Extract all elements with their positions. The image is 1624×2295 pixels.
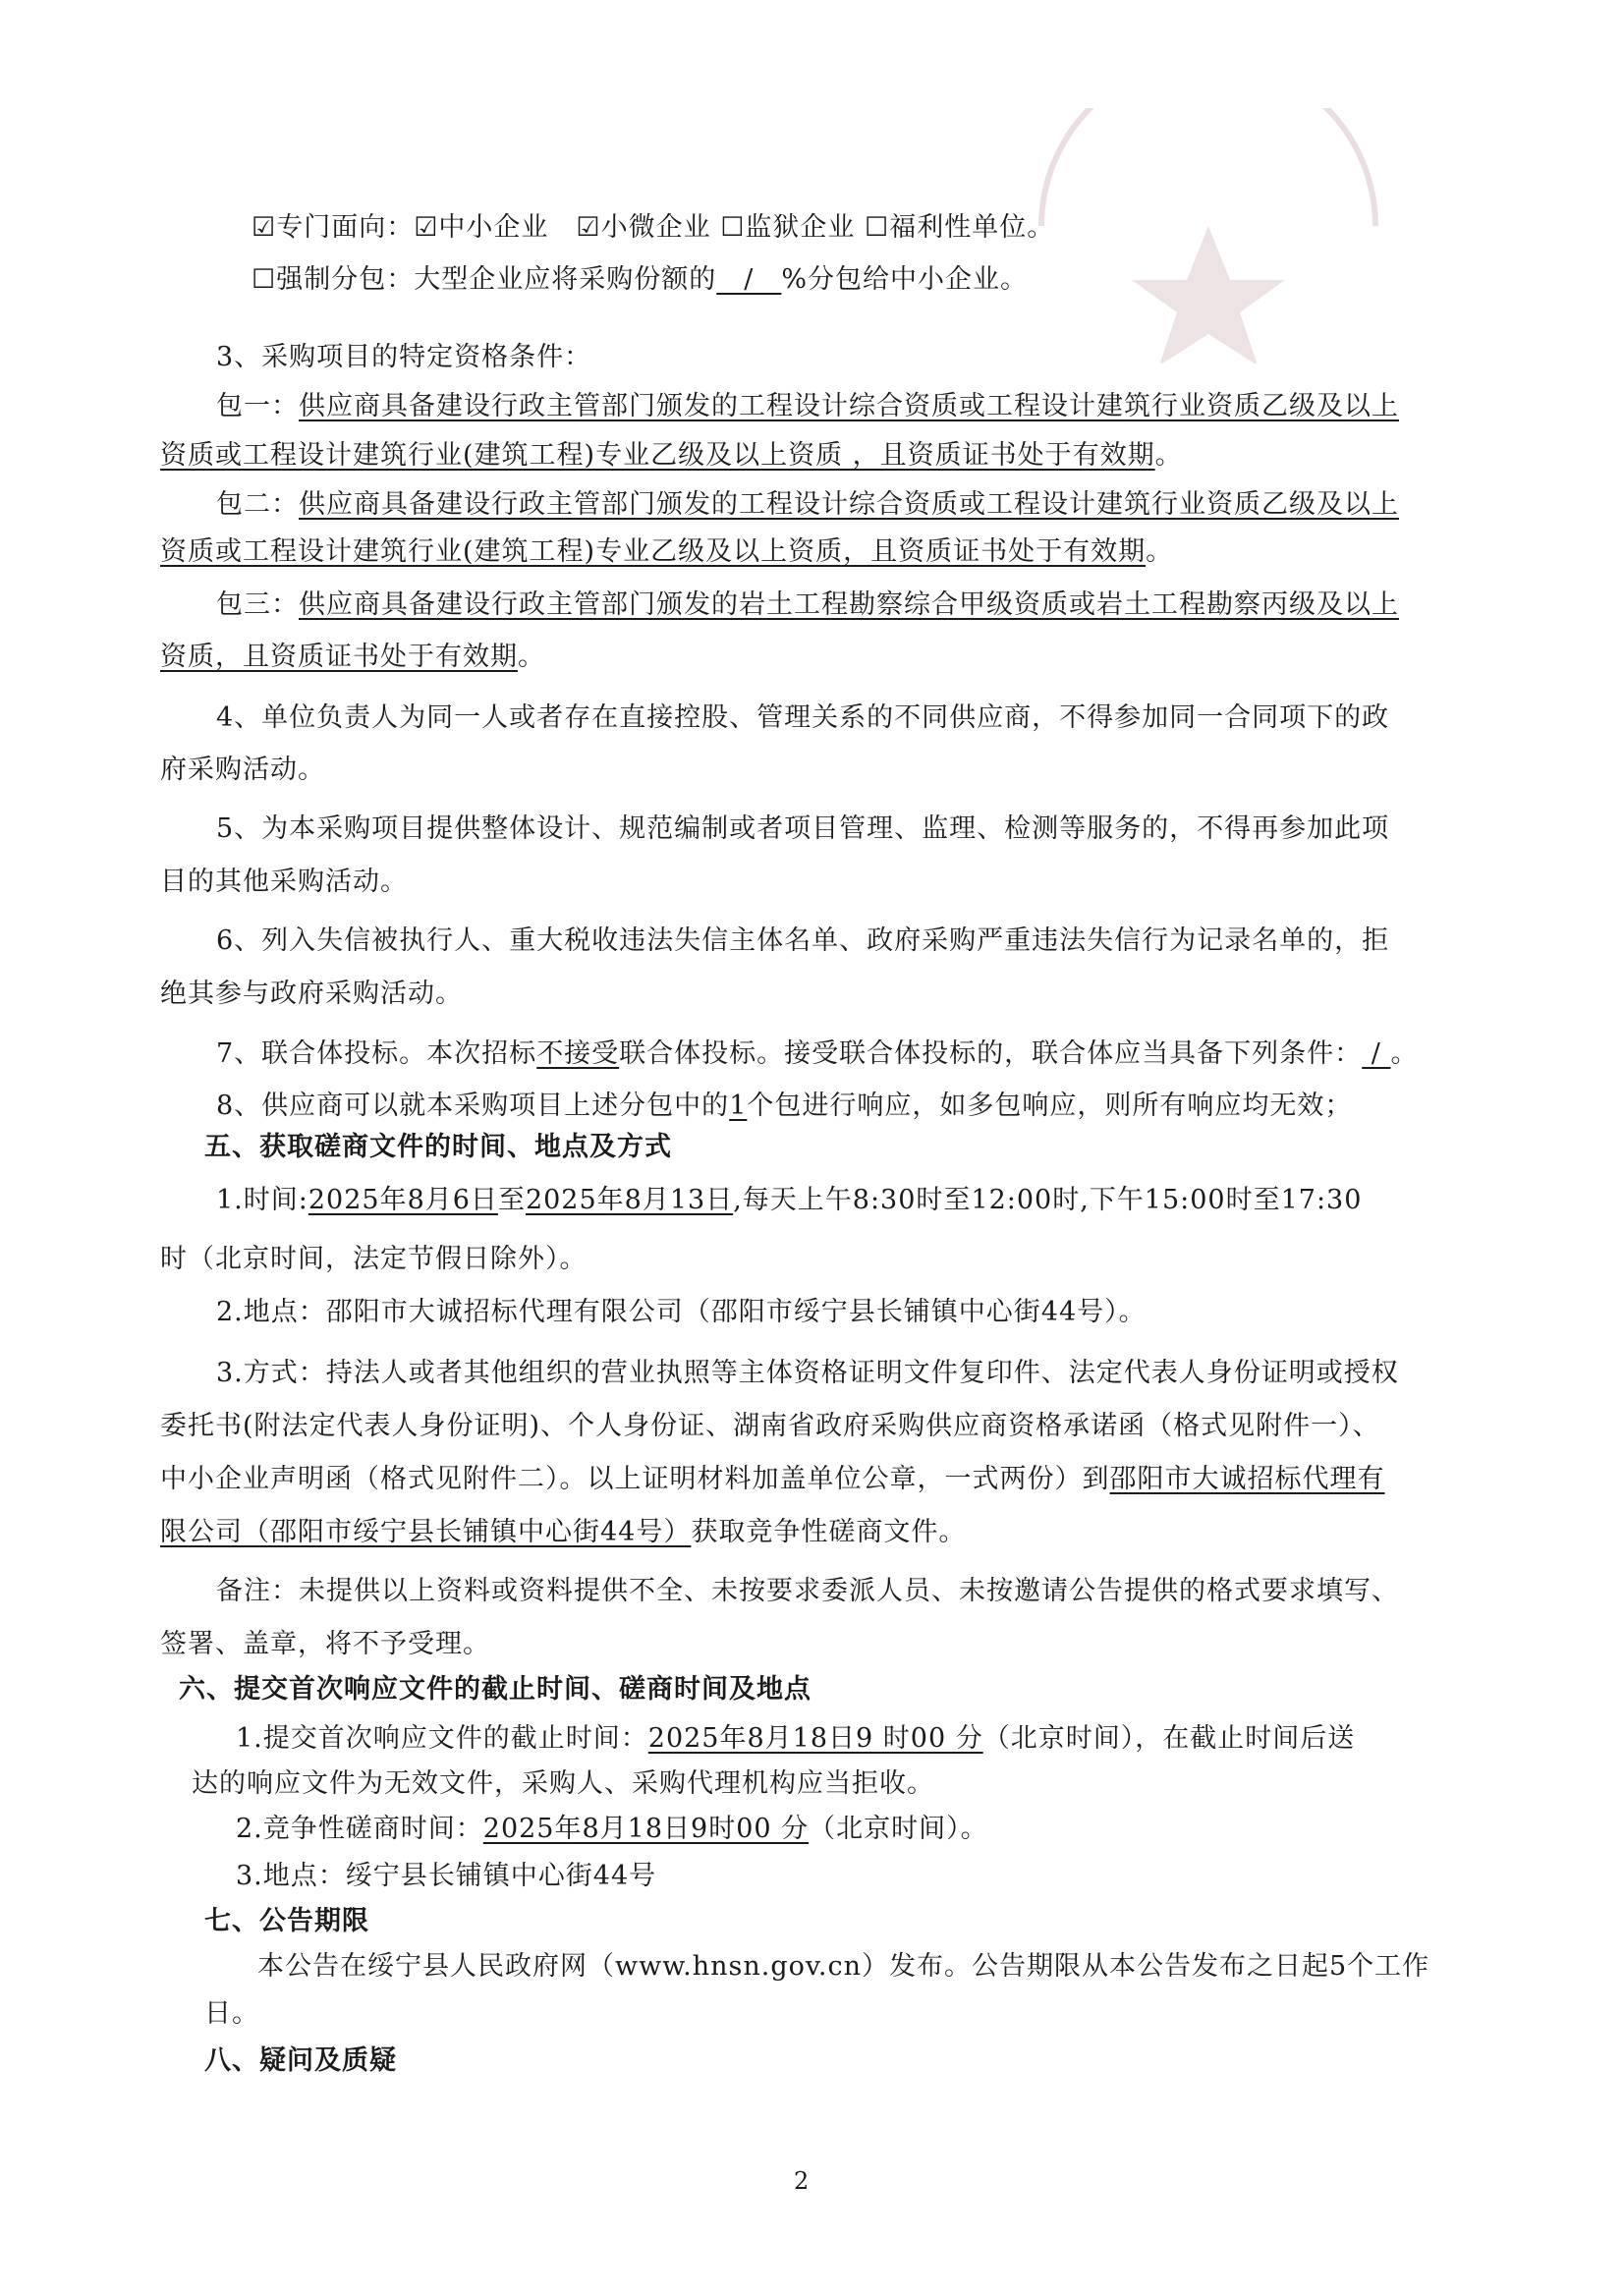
- subcontract-share-blank: /: [716, 264, 782, 295]
- doc-line-16: [216, 1087, 1352, 1126]
- clause-8-text: 8、供应商可以就本采购项目上述分包中的: [216, 1091, 730, 1121]
- start-date: 2025年8月6日: [308, 1185, 498, 1215]
- doc-line-8: [160, 638, 545, 677]
- clause-7-text-2: 联合体投标。接受联合体投标的，联合体应当具备下列条件：: [619, 1038, 1363, 1069]
- clause-8-text-2: 个包进行响应，如多包响应，则所有响应均无效；: [747, 1091, 1353, 1121]
- doc-line-2: [216, 338, 591, 377]
- package-1-label: 包一：: [216, 391, 299, 421]
- doc-line-32: [204, 1902, 369, 1941]
- package-3-requirement-cont: 资质，且资质证书处于有效期: [160, 642, 518, 672]
- clause-6: 6、列入失信被执行人、重大税收违法失信主体名单、政府采购严重违法失信行为记录名单的，拒: [216, 925, 1390, 956]
- dedicated-target-line: ☑专门面向：☑中小企业 ☑小微企业 ☐监狱企业 ☐福利性单位。: [252, 212, 1055, 243]
- page-number: 2: [794, 2167, 810, 2195]
- method-text-3: 中小企业声明函（格式见附件二）。以上证明材料加盖单位公章，一式两份）到: [160, 1464, 1110, 1494]
- doc-line-7: [216, 586, 1399, 625]
- deadline-value: 2025年8月18日9 时00 分: [647, 1723, 983, 1754]
- punct: 。: [1390, 1038, 1419, 1069]
- doc-line-27: [179, 1670, 812, 1709]
- mandatory-subcontract-label: ☐强制分包：大型企业应将采购份额的: [252, 264, 717, 295]
- doc-line-20: [216, 1293, 1147, 1332]
- remark-text: 备注：未提供以上资料或资料提供不全、未按要求委派人员、未按邀请公告提供的格式要求填写、: [216, 1576, 1399, 1606]
- consult-time-note: （北京时间）。: [809, 1814, 988, 1844]
- package-2-requirement-cont: 资质或工程设计建筑行业(建筑工程)专业乙级及以上资质，且资质证书处于有效期: [160, 536, 1147, 567]
- doc-line-3: [216, 387, 1399, 426]
- section-3-heading: 3、采购项目的特定资格条件：: [216, 342, 592, 372]
- clause-5: 5、为本采购项目提供整体设计、规范编制或者项目管理、监理、检测等服务的，不得再参加此项: [216, 813, 1390, 844]
- package-1-requirement: 供应商具备建设行政主管部门颁发的工程设计综合资质或工程设计建筑行业资质乙级及以上: [299, 391, 1399, 421]
- time-label: 1.时间:: [216, 1185, 308, 1215]
- package-3-label: 包三：: [216, 589, 299, 620]
- notice-period-text-cont: 日。: [204, 1998, 259, 2029]
- clause-4: 4、单位负责人为同一人或者存在直接控股、管理关系的不同供应商，不得参加同一合同项下的政: [216, 702, 1390, 733]
- doc-line-14: [160, 975, 463, 1014]
- doc-line-21: [216, 1354, 1399, 1393]
- doc-line-5: [216, 485, 1399, 525]
- method-text: 3.方式：持法人或者其他组织的营业执照等主体资格证明文件复印件、法定代表人身份证明或授权: [216, 1358, 1399, 1388]
- end-date: 2025年8月13日: [525, 1185, 734, 1215]
- section-8-heading: 八、疑问及质疑: [204, 2045, 397, 2076]
- doc-line-19: [160, 1240, 588, 1279]
- location-text: 2.地点：邵阳市大诚招标代理有限公司（邵阳市绥宁县长铺镇中心街44号）。: [216, 1297, 1147, 1327]
- consult-location: 3.地点：绥宁县长铺镇中心街44号: [236, 1861, 657, 1891]
- clause-4-cont: 府采购活动。: [160, 755, 325, 785]
- method-text-4: 获取竞争性磋商文件。: [691, 1517, 967, 1547]
- doc-line-12: [160, 863, 408, 902]
- package-1-requirement-cont: 资质或工程设计建筑行业(建筑工程)专业乙级及以上资质 ，且资质证书处于有效期: [160, 440, 1155, 471]
- agency-name: 邵阳市大诚招标代理有: [1109, 1464, 1385, 1494]
- doc-line-24: [160, 1513, 966, 1552]
- doc-line-35: [204, 2042, 397, 2081]
- consult-time-label: 2.竞争性磋商时间：: [236, 1814, 483, 1844]
- doc-line-30: [236, 1810, 988, 1849]
- subcontract-share-suffix: %分包给中小企业。: [781, 264, 1028, 295]
- doc-line-26: [160, 1625, 490, 1664]
- doc-line-17: [204, 1128, 672, 1167]
- agency-name-cont: 限公司（邵阳市绥宁县长铺镇中心街44号）: [160, 1517, 692, 1547]
- doc-line-18: [216, 1181, 1362, 1220]
- doc-line-31: [236, 1857, 656, 1896]
- clause-7-text: 7、联合体投标。本次招标: [216, 1038, 537, 1069]
- section-7-heading: 七、公告期限: [204, 1906, 369, 1936]
- doc-line-15: [216, 1035, 1418, 1074]
- consortium-conditions: /: [1362, 1038, 1391, 1069]
- daily-hours: ,每天上午8:30时至12:00时,下午15:00时至17:30: [733, 1185, 1363, 1215]
- punct: 。: [518, 642, 545, 672]
- seal-stamp: [1022, 108, 1395, 364]
- doc-line-33: [257, 1947, 1429, 1987]
- doc-line-10: [160, 751, 325, 790]
- clause-6-cont: 绝其参与政府采购活动。: [160, 979, 463, 1009]
- punct: 。: [1146, 536, 1174, 567]
- section-5-heading: 五、获取磋商文件的时间、地点及方式: [204, 1132, 672, 1162]
- notice-period-text: 本公告在绥宁县人民政府网（www.hnsn.gov.cn）发布。公告期限从本公告发布之日起5个工作: [257, 1951, 1430, 1982]
- clause-5-cont: 目的其他采购活动。: [160, 867, 408, 897]
- doc-line-28: [236, 1719, 1355, 1759]
- doc-line-29: [192, 1764, 934, 1804]
- doc-line-25: [216, 1572, 1399, 1611]
- doc-line-34: [204, 1994, 259, 2034]
- deadline-note-cont: 达的响应文件为无效文件，采购人、采购代理机构应当拒收。: [192, 1768, 934, 1799]
- doc-line-13: [216, 922, 1389, 961]
- doc-line-22: [160, 1407, 1380, 1446]
- punct: 。: [1154, 440, 1183, 471]
- package-count: 1: [729, 1091, 748, 1121]
- deadline-label: 1.提交首次响应文件的截止时间：: [236, 1723, 648, 1754]
- doc-line-0: [252, 208, 1054, 248]
- doc-line-23: [160, 1460, 1385, 1499]
- package-3-requirement: 供应商具备建设行政主管部门颁发的岩土工程勘察综合甲级资质或岩土工程勘察丙级及以上: [299, 589, 1399, 620]
- doc-line-6: [160, 532, 1173, 572]
- consortium-answer: 不接受: [536, 1038, 620, 1069]
- doc-line-1: [252, 260, 1028, 300]
- doc-line-4: [160, 436, 1183, 476]
- time-note: 时（北京时间，法定节假日除外）。: [160, 1244, 588, 1274]
- section-6-heading: 六、提交首次响应文件的截止时间、磋商时间及地点: [179, 1674, 812, 1705]
- doc-line-11: [216, 810, 1389, 849]
- package-2-label: 包二：: [216, 489, 299, 520]
- deadline-note: （北京时间），在截止时间后送: [982, 1723, 1356, 1754]
- consult-time-value: 2025年8月18日9时00 分: [482, 1814, 810, 1844]
- method-text-2: 委托书(附法定代表人身份证明)、个人身份证、湖南省政府采购供应商资格承诺函（格式见附件一）、: [160, 1411, 1380, 1441]
- doc-line-9: [216, 699, 1389, 738]
- remark-text-cont: 签署、盖章，将不予受理。: [160, 1629, 490, 1659]
- to-label: 至: [497, 1185, 526, 1215]
- package-2-requirement: 供应商具备建设行政主管部门颁发的工程设计综合资质或工程设计建筑行业资质乙级及以上: [299, 489, 1399, 520]
